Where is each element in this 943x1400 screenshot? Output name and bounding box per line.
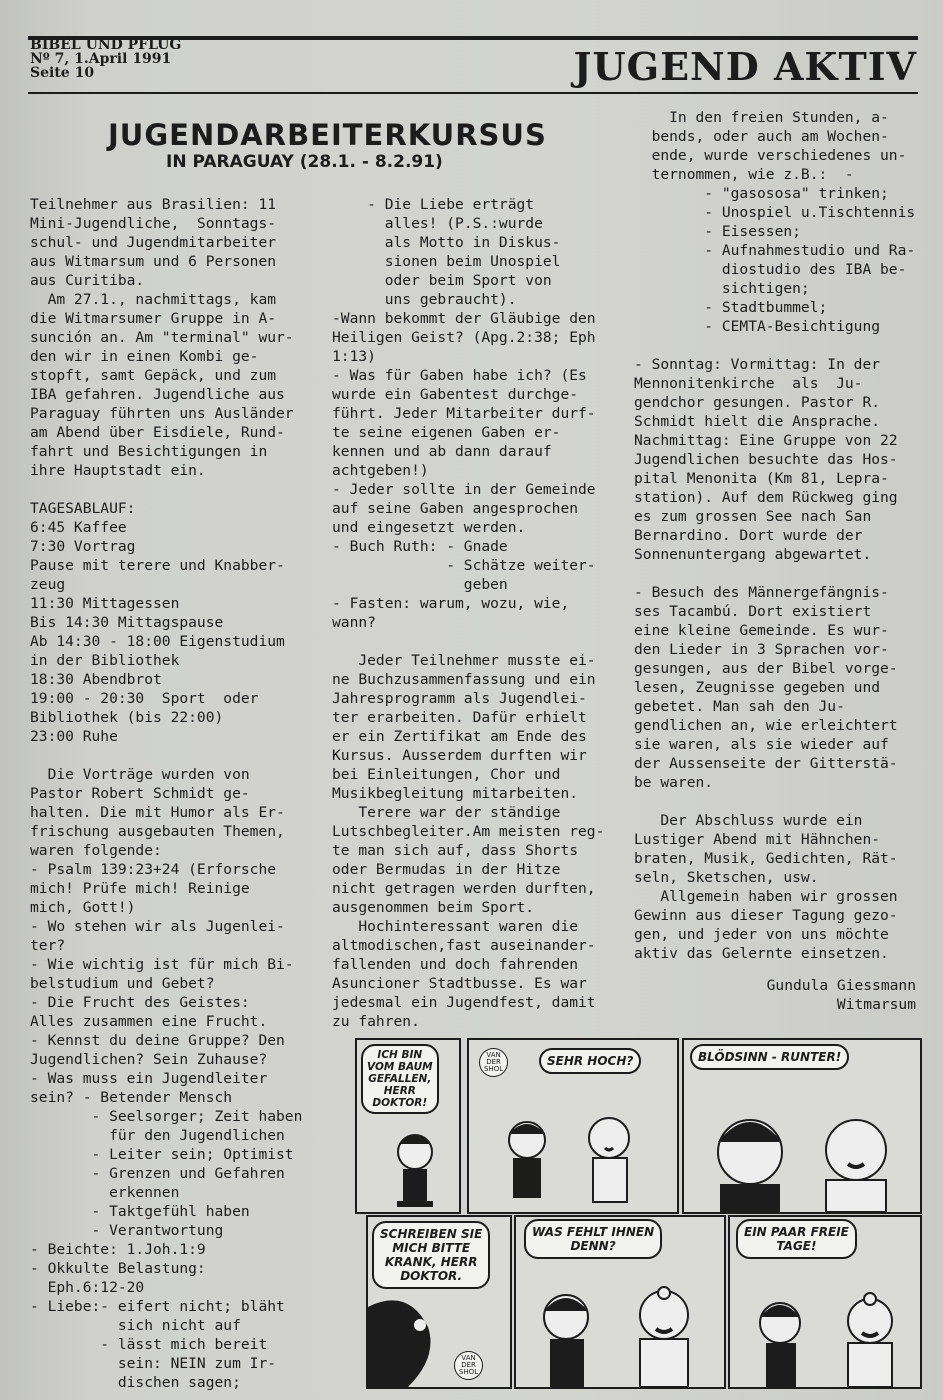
comic-panel-4 bbox=[366, 1215, 512, 1389]
comic-panel-3 bbox=[682, 1038, 922, 1214]
issue-date: Nº 7, 1.April 1991 bbox=[30, 51, 172, 67]
patient-and-doctor-final bbox=[730, 1217, 920, 1387]
comic-bubble-5: WAS FEHLT IHNEN DENN? bbox=[524, 1219, 662, 1259]
comic-panel-1 bbox=[355, 1038, 461, 1214]
article-column-3: In den freien Stunden, a- bends, oder auch am Wochen- ende, wurde verschiedenes un- ternommen, wie z.B.: - - "gasososa" trinken; - Unospiel u.Tischtennis - Eisessen; - Aufnahmestudio und Ra- diostudio des IBA be- sichtigen; - Stadtbummel; - CEMTA-Besichtigung - Sonntag: Vormittag: In der Mennonitenkirche als Ju- gendchor gesungen. Pastor R. Schmidt hielt die Ansprache. Nachmittag: Eine Gruppe von 22 Jugendlichen besuchte das Hos- pital Menonita (Km 81, Lepra- station). Auf dem Rückweg ging es zum grossen See nach San Bernardino. Dort wurde der Sonnenuntergang abgewartet. - Besuch des Männergefängnis- ses Tacambú. Dort existiert eine kleine Gemeinde. Es wur- den Lieder in 3 Sprachen vor- gesungen, aus der Bibel vorge- lesen, Zeugnisse gegeben und gebetet. Man sah den Ju- gendlichen an, wie erleichtert sie waren, als sie wieder auf der Aussenseite der Gitterstä- be waren. Der Abschluss wurde ein Lustiger Abend mit Hähnchen- braten, Musik, Gedichten, Rät- seln, Sketschen, usw. Allgemein haben wir grossen Gewinn aus dieser Tagung gezo- gen, und jeder von uns möchte aktiv das Gelernte einsetzen. bbox=[634, 109, 916, 962]
comic-panel-5 bbox=[514, 1215, 726, 1389]
patient-and-doctor-figures bbox=[469, 1040, 677, 1212]
article-subtitle: IN PARAGUAY (28.1. - 8.2.91) bbox=[166, 152, 443, 172]
publication-name: BIBEL UND PFLUG bbox=[30, 37, 182, 53]
patient-and-doctor-closeup bbox=[684, 1040, 920, 1212]
masthead-info bbox=[30, 38, 181, 80]
section-title: JUGEND AKTIV bbox=[573, 44, 917, 89]
header-bottom-rule bbox=[28, 92, 918, 94]
comic-panel-6 bbox=[728, 1215, 922, 1389]
article-title: JUGENDARBEITERKURSUS bbox=[108, 118, 547, 152]
patient-figure bbox=[357, 1040, 459, 1212]
comic-bubble-4: SCHREIBEN SIE MICH BITTE KRANK, HERR DOKTOR. bbox=[372, 1221, 490, 1289]
artist-signature-2: VAN DER SHOL bbox=[454, 1351, 483, 1380]
page-number: Seite 10 bbox=[30, 65, 95, 81]
comic-bubble-1: ICH BIN VOM BAUM GEFALLEN, HERR DOKTOR! bbox=[361, 1044, 439, 1114]
comic-bubble-6: EIN PAAR FREIE TAGE! bbox=[736, 1219, 857, 1259]
doctor-and-patient-figures bbox=[516, 1217, 724, 1387]
comic-panel-2 bbox=[467, 1038, 679, 1214]
comic-bubble-3: BLÖDSINN - RUNTER! bbox=[690, 1044, 849, 1070]
artist-signature-1: VAN DER SHOL bbox=[479, 1048, 508, 1077]
article-column-1: Teilnehmer aus Brasilien: 11 Mini-Jugendliche, Sonntags- schul- und Jugendmitarbeiter aus Witmarsum und 6 Personen aus Curitiba. Am 27.1., nachmittags, kam die Witmarsumer Gruppe in A- sunción an. Am "terminal" wur- den wir in einen Kombi ge- stopft, samt Gepäck, und zum IBA gefahren. Jugendliche aus Paraguay führten uns Ausländer am Abend über Eisdiele, Rund- fahrt und Besichtigungen in ihre Hauptstadt ein. TAGESABLAUF: 6:45 Kaffee 7:30 Vortrag Pause mit terere und Knabber- zeug 11:30 Mittagessen Bis 14:30 Mittagspause Ab 14:30 - 18:00 Eigenstudium in der Bibliothek 18:30 Abendbrot 19:00 - 20:30 Sport oder Bibliothek (bis 22:00) 23:00 Ruhe Die Vorträge wurden von Pastor Robert Schmidt ge- halten. Die mit Humor als Er- frischung ausgebauten Themen, waren folgende: - Psalm 139:23+24 (Erforsche mich! Prüfe mich! Reinige mich, Gott!) - Wo stehen wir als Jugenlei- ter? - Wie wichtig ist für mich Bi- belstudium und Gebet? - Die Frucht des Geistes: Alles zusammen eine Frucht. - Kennst du deine Gruppe? Den Jugendlichen? Sein Zuhause? - Was muss ein Jugendleiter sein? - Betender Mensch - Seelsorger; Zeit haben für den Jugendlichen - Leiter sein; Optimist - Grenzen und Gefahren erkennen - Taktgefühl haben - Verantwortung - Beichte: 1.Joh.1:9 - Okkulte Belastung: Eph.6:12-20 - Liebe:- eifert nicht; bläht sich nicht auf - lässt mich bereit sein: NEIN zum Ir- dischen sagen; bbox=[30, 196, 303, 1391]
patient-silhouette bbox=[368, 1217, 510, 1387]
article-column-2: - Die Liebe erträgt alles! (P.S.:wurde als Motto in Diskus- sionen beim Unospiel oder beim Sport von uns gebraucht). -Wann bekommt der Gläubige den Heiligen Geist? (Apg.2:38; Eph 1:13) - Was für Gaben habe ich? (Es wurde ein Gabentest durchge- führt. Jeder Mitarbeiter durf- te seine eigenen Gaben er- kennen und ab dann darauf achtgeben!) - Jeder sollte in der Gemeinde auf seine Gaben angesprochen und eingesetzt werden. - Buch Ruth: - Gnade - Schätze weiter- geben - Fasten: warum, wozu, wie, wann? Jeder Teilnehmer musste ei- ne Buchzusammenfassung und ein Jahresprogramm als Jugendlei- ter erarbeiten. Dafür erhielt er ein Zertifikat am Ende des Kursus. Ausserdem durften wir bei Einleitungen, Chor und Musikbegleitung mitarbeiten. Terere war der ständige Lutschbegleiter.Am meisten reg- te man sich auf, dass Shorts oder Bermudas in der Hitze nicht getragen werden durften, ausgenommen beim Sport. Hochinteressant waren die altmodischen,fast auseinander- fallenden und doch fahrenden Asuncioner Stadtbusse. Es war jedesmal ein Jugendfest, damit zu fahren. bbox=[332, 196, 605, 1030]
comic-bubble-2: SEHR HOCH? bbox=[539, 1048, 641, 1074]
article-author: Gundula Giessmann Witmarsum bbox=[766, 977, 916, 1013]
